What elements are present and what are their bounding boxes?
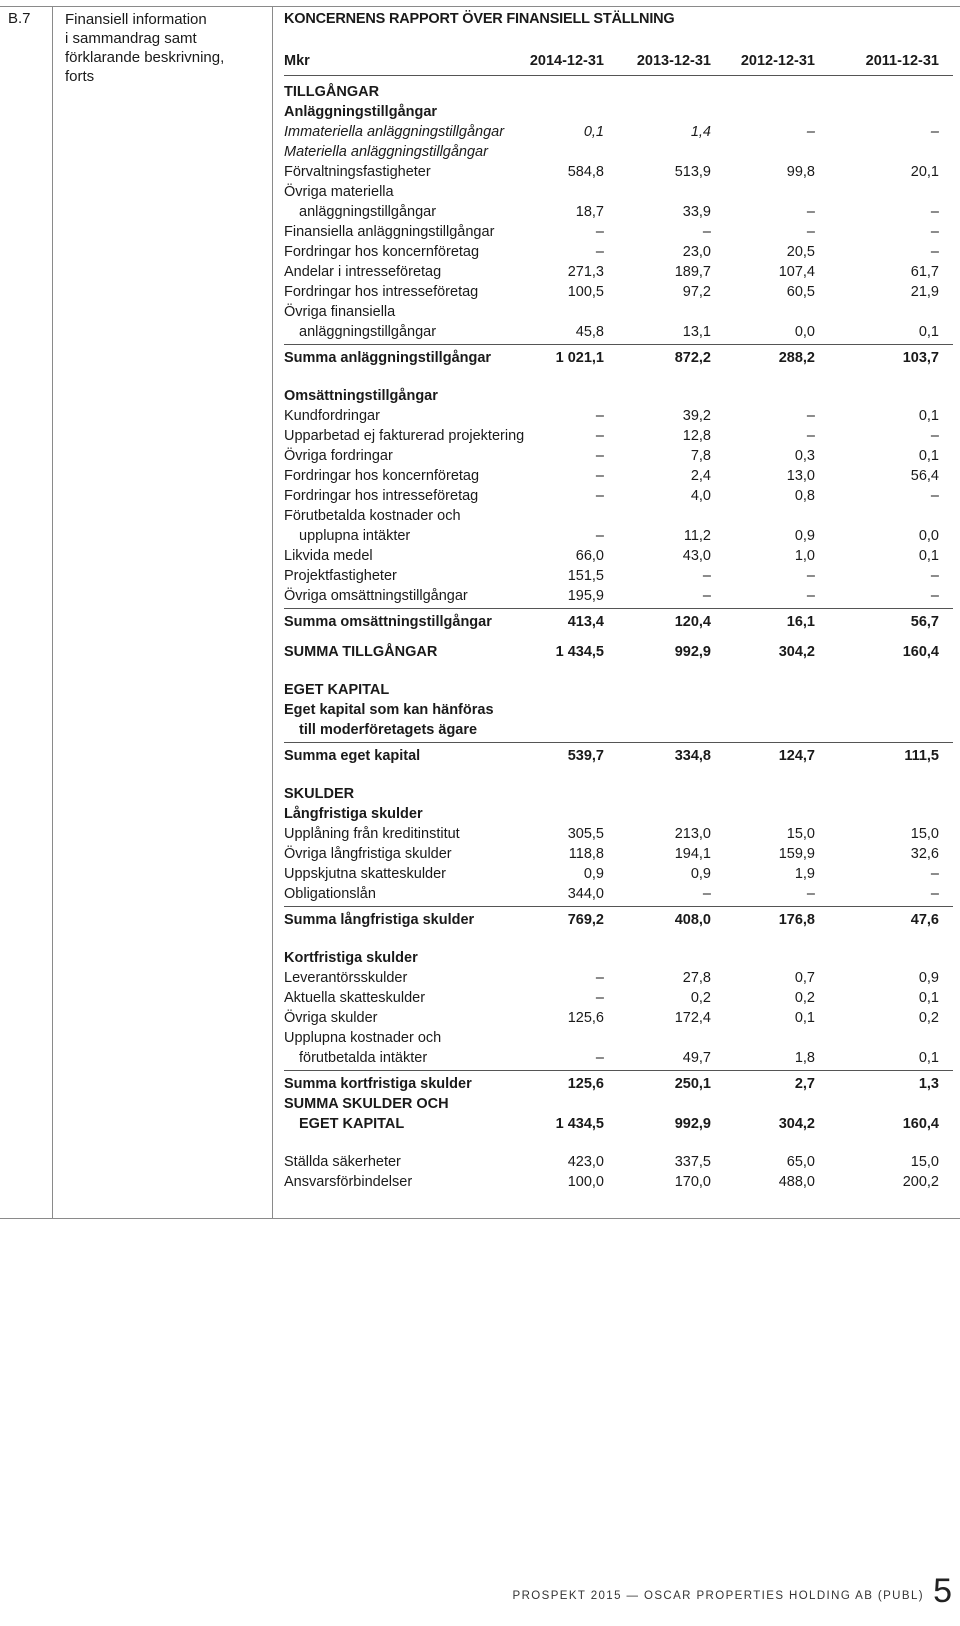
value-cell: 160,4 (902, 1116, 939, 1132)
value-cell: – (595, 528, 604, 544)
page-number: 5 (933, 1572, 952, 1610)
heading-label: SUMMA SKULDER OCH (284, 1096, 449, 1112)
value-cell: – (806, 224, 815, 240)
label-row (284, 182, 953, 202)
value-cell: 288,2 (778, 350, 815, 366)
column-header: 2011-12-31 (865, 53, 939, 69)
row-label: Obligationslån (284, 886, 376, 902)
heading-label: Materiella anläggningstillgångar (284, 144, 488, 160)
total-row (284, 1114, 953, 1134)
value-cell: 334,8 (674, 748, 711, 764)
value-cell: – (595, 244, 604, 260)
value-cell: – (595, 428, 604, 444)
table-row (284, 824, 953, 844)
value-cell: 2,4 (690, 468, 711, 484)
value-cell: 45,8 (575, 324, 604, 340)
sum-row (284, 1070, 953, 1094)
value-cell: 1,3 (918, 1076, 939, 1092)
value-cell: – (595, 1050, 604, 1066)
row-label: Upplåning från kreditinstitut (284, 826, 460, 842)
table-row (284, 322, 953, 342)
row-label: Finansiella anläggningstillgångar (284, 224, 495, 240)
row-label: Summa anläggningstillgångar (284, 350, 492, 366)
row-label: Summa långfristiga skulder (284, 912, 475, 928)
value-cell: – (595, 224, 604, 240)
value-cell: – (595, 448, 604, 464)
value-cell: 13,1 (682, 324, 711, 340)
spacer (284, 662, 953, 680)
heading-row (284, 142, 953, 162)
heading-label: Kortfristiga skulder (284, 950, 418, 966)
table-row (284, 1008, 953, 1028)
value-cell: – (806, 588, 815, 604)
value-cell: 584,8 (567, 164, 604, 180)
bottom-rule (0, 1218, 960, 1219)
value-cell: 32,6 (910, 846, 939, 862)
value-cell: 49,7 (682, 1050, 711, 1066)
sum-row (284, 742, 953, 766)
value-cell: 0,1 (794, 1010, 815, 1026)
value-cell: – (595, 468, 604, 484)
row-label: anläggningstillgångar (299, 324, 437, 340)
value-cell: – (930, 886, 939, 902)
value-cell: 27,8 (682, 970, 711, 986)
table-row (284, 202, 953, 222)
heading-label: EGET KAPITAL (284, 682, 390, 698)
value-cell: 66,0 (575, 548, 604, 564)
value-cell: – (930, 488, 939, 504)
value-cell: – (930, 244, 939, 260)
value-cell: – (930, 866, 939, 882)
section-title-line: i sammandrag samt (65, 30, 197, 47)
row-label: Fordringar hos koncernföretag (284, 244, 480, 260)
row-label: Förvaltningsfastigheter (284, 164, 431, 180)
value-cell: 337,5 (674, 1154, 711, 1170)
value-cell: – (595, 488, 604, 504)
value-cell: 33,9 (682, 204, 711, 220)
value-cell: 118,8 (568, 846, 604, 862)
value-cell: 97,2 (682, 284, 711, 300)
table-row (284, 1048, 953, 1068)
value-cell: 124,7 (778, 748, 815, 764)
heading-row (284, 82, 953, 102)
value-cell: 13,0 (786, 468, 815, 484)
heading-label: till moderföretagets ägare (299, 722, 478, 738)
value-cell: 0,0 (918, 528, 939, 544)
value-cell: – (930, 224, 939, 240)
heading-row (284, 1094, 953, 1114)
value-cell: 2,7 (794, 1076, 815, 1092)
value-cell: 213,0 (674, 826, 711, 842)
row-label: anläggningstillgångar (299, 204, 437, 220)
value-cell: 60,5 (786, 284, 815, 300)
table-row (284, 486, 953, 506)
row-label: Projektfastigheter (284, 568, 397, 584)
value-cell: 305,5 (567, 826, 604, 842)
value-cell: 195,9 (567, 588, 604, 604)
table-row (284, 968, 953, 988)
row-label: Upplupna kostnader och (284, 1030, 442, 1046)
value-cell: 0,8 (794, 488, 815, 504)
row-label: Immateriella anläggningstillgångar (284, 124, 505, 140)
value-cell: 23,0 (682, 244, 711, 260)
report-title: KONCERNENS RAPPORT ÖVER FINANSIELL STÄLLNING (284, 11, 675, 27)
table-row (284, 988, 953, 1008)
row-label: Ansvarsförbindelser (284, 1174, 413, 1190)
value-cell: 408,0 (674, 912, 711, 928)
value-cell: 539,7 (567, 748, 604, 764)
row-label: Övriga långfristiga skulder (284, 846, 452, 862)
table-row (284, 262, 953, 282)
value-cell: 47,6 (910, 912, 939, 928)
column-header: 2014-12-31 (529, 53, 604, 69)
column-header: 2012-12-31 (740, 53, 815, 69)
value-cell: 413,4 (567, 614, 604, 630)
label-row (284, 302, 953, 322)
label-row (284, 1028, 953, 1048)
row-label: Summa kortfristiga skulder (284, 1076, 472, 1092)
value-cell: 125,6 (567, 1010, 604, 1026)
value-cell: 65,0 (786, 1154, 815, 1170)
section-number: B.7 (8, 10, 31, 27)
value-cell: 0,3 (794, 448, 815, 464)
table-row (284, 162, 953, 182)
value-cell: – (930, 428, 939, 444)
footer-text: PROSPEKT 2015 — OSCAR PROPERTIES HOLDING AB (PUBL) (512, 1590, 924, 1602)
value-cell: 43,0 (682, 548, 711, 564)
value-cell: 872,2 (674, 350, 711, 366)
heading-label: Eget kapital som kan hänföras (284, 702, 494, 718)
table-row (284, 566, 953, 586)
heading-row (284, 804, 953, 824)
sum-row (284, 906, 953, 930)
value-cell: 271,3 (567, 264, 604, 280)
row-label: EGET KAPITAL (299, 1116, 405, 1132)
value-cell: 125,6 (567, 1076, 604, 1092)
value-cell: 0,2 (794, 990, 815, 1006)
heading-row (284, 784, 953, 804)
value-cell: 12,8 (682, 428, 711, 444)
value-cell: – (595, 970, 604, 986)
value-cell: 1 434,5 (555, 1116, 604, 1132)
row-label: SUMMA TILLGÅNGAR (284, 644, 438, 660)
value-cell: 107,4 (778, 264, 815, 280)
value-cell: 1,4 (690, 124, 711, 140)
section-title-line: forts (65, 68, 95, 85)
value-cell: 992,9 (674, 1116, 711, 1132)
value-cell: 1,0 (794, 548, 815, 564)
value-cell: 20,1 (910, 164, 939, 180)
value-cell: – (702, 886, 711, 902)
value-cell: 21,9 (910, 284, 939, 300)
value-cell: 0,9 (794, 528, 815, 544)
value-cell: 0,1 (918, 448, 939, 464)
row-label: Upparbetad ej fakturerad projektering (284, 428, 525, 444)
value-cell: 992,9 (674, 644, 711, 660)
value-cell: 172,4 (674, 1010, 711, 1026)
sum-row (284, 344, 953, 368)
row-label: Övriga finansiella (284, 304, 396, 320)
row-label: Övriga fordringar (284, 448, 393, 464)
heading-row (284, 720, 953, 740)
heading-label: SKULDER (284, 786, 355, 802)
value-cell: 0,7 (794, 970, 815, 986)
value-cell: 0,9 (583, 866, 604, 882)
total-row (284, 642, 953, 662)
value-cell: 194,1 (674, 846, 711, 862)
balance-sheet (284, 8, 953, 1192)
table-row (284, 426, 953, 446)
value-cell: – (595, 408, 604, 424)
value-cell: 1,9 (794, 866, 815, 882)
value-cell: 176,8 (778, 912, 815, 928)
row-label: Övriga materiella (284, 184, 394, 200)
heading-row (284, 948, 953, 968)
table-row (284, 586, 953, 606)
value-cell: – (806, 408, 815, 424)
value-cell: 0,2 (690, 990, 711, 1006)
value-cell: 250,1 (674, 1076, 711, 1092)
row-label: upplupna intäkter (299, 528, 411, 544)
table-row (284, 526, 953, 546)
row-label: Uppskjutna skatteskulder (284, 866, 446, 882)
value-cell: – (930, 568, 939, 584)
value-cell: 0,1 (918, 408, 939, 424)
row-label: Summa eget kapital (284, 748, 421, 764)
value-cell: 18,7 (575, 204, 604, 220)
value-cell: – (806, 204, 815, 220)
value-cell: 0,0 (794, 324, 815, 340)
row-label: Övriga omsättningstillgångar (284, 588, 468, 604)
table-row (284, 466, 953, 486)
value-cell: 103,7 (902, 350, 939, 366)
value-cell: 159,9 (778, 846, 815, 862)
column-divider (52, 6, 53, 1218)
row-label: Andelar i intresseföretag (284, 264, 442, 280)
label-row (284, 506, 953, 526)
value-cell: – (702, 224, 711, 240)
spacer (284, 1134, 953, 1152)
value-cell: 304,2 (778, 644, 815, 660)
row-label: Ställda säkerheter (284, 1154, 401, 1170)
row-label: Summa omsättningstillgångar (284, 614, 492, 630)
value-cell: 111,5 (904, 748, 939, 764)
heading-row (284, 680, 953, 700)
row-label: Förutbetalda kostnader och (284, 508, 461, 524)
value-cell: 39,2 (682, 408, 711, 424)
value-cell: 1 434,5 (555, 644, 604, 660)
row-label: förutbetalda intäkter (299, 1050, 428, 1066)
value-cell: 0,9 (918, 970, 939, 986)
row-label: Fordringar hos intresseföretag (284, 284, 479, 300)
value-cell: – (930, 204, 939, 220)
column-header-row (284, 47, 953, 76)
heading-label: Långfristiga skulder (284, 806, 423, 822)
value-cell: 344,0 (567, 886, 604, 902)
value-cell: 16,1 (786, 614, 815, 630)
table-row (284, 1172, 953, 1192)
value-cell: 61,7 (910, 264, 939, 280)
value-cell: 56,4 (910, 468, 939, 484)
value-cell: 0,2 (918, 1010, 939, 1026)
heading-row (284, 386, 953, 406)
column-header: 2013-12-31 (636, 53, 711, 69)
value-cell: 99,8 (786, 164, 815, 180)
heading-label: Omsättningstillgångar (284, 388, 438, 404)
section-title-line: Finansiell information (65, 11, 207, 28)
value-cell: 0,1 (918, 1050, 939, 1066)
section-title (65, 10, 270, 86)
value-cell: 120,4 (674, 614, 711, 630)
value-cell: 4,0 (690, 488, 711, 504)
value-cell: – (702, 568, 711, 584)
section-title-line: förklarande beskrivning, (65, 49, 225, 66)
unit-label: Mkr (284, 53, 310, 69)
value-cell: 160,4 (902, 644, 939, 660)
value-cell: 20,5 (786, 244, 815, 260)
heading-row (284, 700, 953, 720)
sum-row (284, 608, 953, 632)
table-row (284, 242, 953, 262)
value-cell: 1 021,1 (555, 350, 604, 366)
row-label: Övriga skulder (284, 1010, 378, 1026)
page-footer (512, 1572, 952, 1610)
heading-label: TILLGÅNGAR (284, 84, 380, 100)
value-cell: 170,0 (674, 1174, 711, 1190)
value-cell: 56,7 (910, 614, 939, 630)
value-cell: 0,9 (690, 866, 711, 882)
table-row (284, 884, 953, 904)
value-cell: – (806, 886, 815, 902)
value-cell: 151,5 (567, 568, 604, 584)
value-cell: 0,1 (918, 324, 939, 340)
row-label: Leverantörsskulder (284, 970, 408, 986)
table-row (284, 122, 953, 142)
column-divider (272, 6, 273, 1218)
value-cell: 100,5 (567, 284, 604, 300)
value-cell: – (930, 588, 939, 604)
heading-label: Anläggningstillgångar (284, 104, 438, 120)
table-row (284, 406, 953, 426)
value-cell: 769,2 (567, 912, 604, 928)
value-cell: 304,2 (778, 1116, 815, 1132)
value-cell: 0,1 (918, 548, 939, 564)
value-cell: 1,8 (794, 1050, 815, 1066)
table-row (284, 844, 953, 864)
table-row (284, 282, 953, 302)
top-rule (0, 6, 960, 7)
row-label: Kundfordringar (284, 408, 380, 424)
table-row (284, 546, 953, 566)
value-cell: 11,2 (683, 528, 711, 544)
row-label: Fordringar hos intresseföretag (284, 488, 479, 504)
row-label: Aktuella skatteskulder (284, 990, 426, 1006)
value-cell: 15,0 (910, 826, 939, 842)
value-cell: – (806, 124, 815, 140)
row-label: Fordringar hos koncernföretag (284, 468, 480, 484)
value-cell: 423,0 (567, 1154, 604, 1170)
row-label: Likvida medel (284, 548, 373, 564)
value-cell: – (930, 124, 939, 140)
value-cell: 15,0 (910, 1154, 939, 1170)
value-cell: – (595, 990, 604, 1006)
value-cell: 100,0 (567, 1174, 604, 1190)
value-cell: 189,7 (674, 264, 711, 280)
table-row (284, 446, 953, 466)
value-cell: 488,0 (778, 1174, 815, 1190)
table-row (284, 1152, 953, 1172)
value-cell: 7,8 (690, 448, 711, 464)
value-cell: 513,9 (674, 164, 711, 180)
heading-row (284, 102, 953, 122)
table-row (284, 222, 953, 242)
value-cell: 0,1 (918, 990, 939, 1006)
value-cell: – (806, 568, 815, 584)
value-cell: 200,2 (902, 1174, 939, 1190)
table-row (284, 864, 953, 884)
value-cell: – (806, 428, 815, 444)
value-cell: 15,0 (786, 826, 815, 842)
value-cell: – (702, 588, 711, 604)
value-cell: 0,1 (583, 124, 604, 140)
